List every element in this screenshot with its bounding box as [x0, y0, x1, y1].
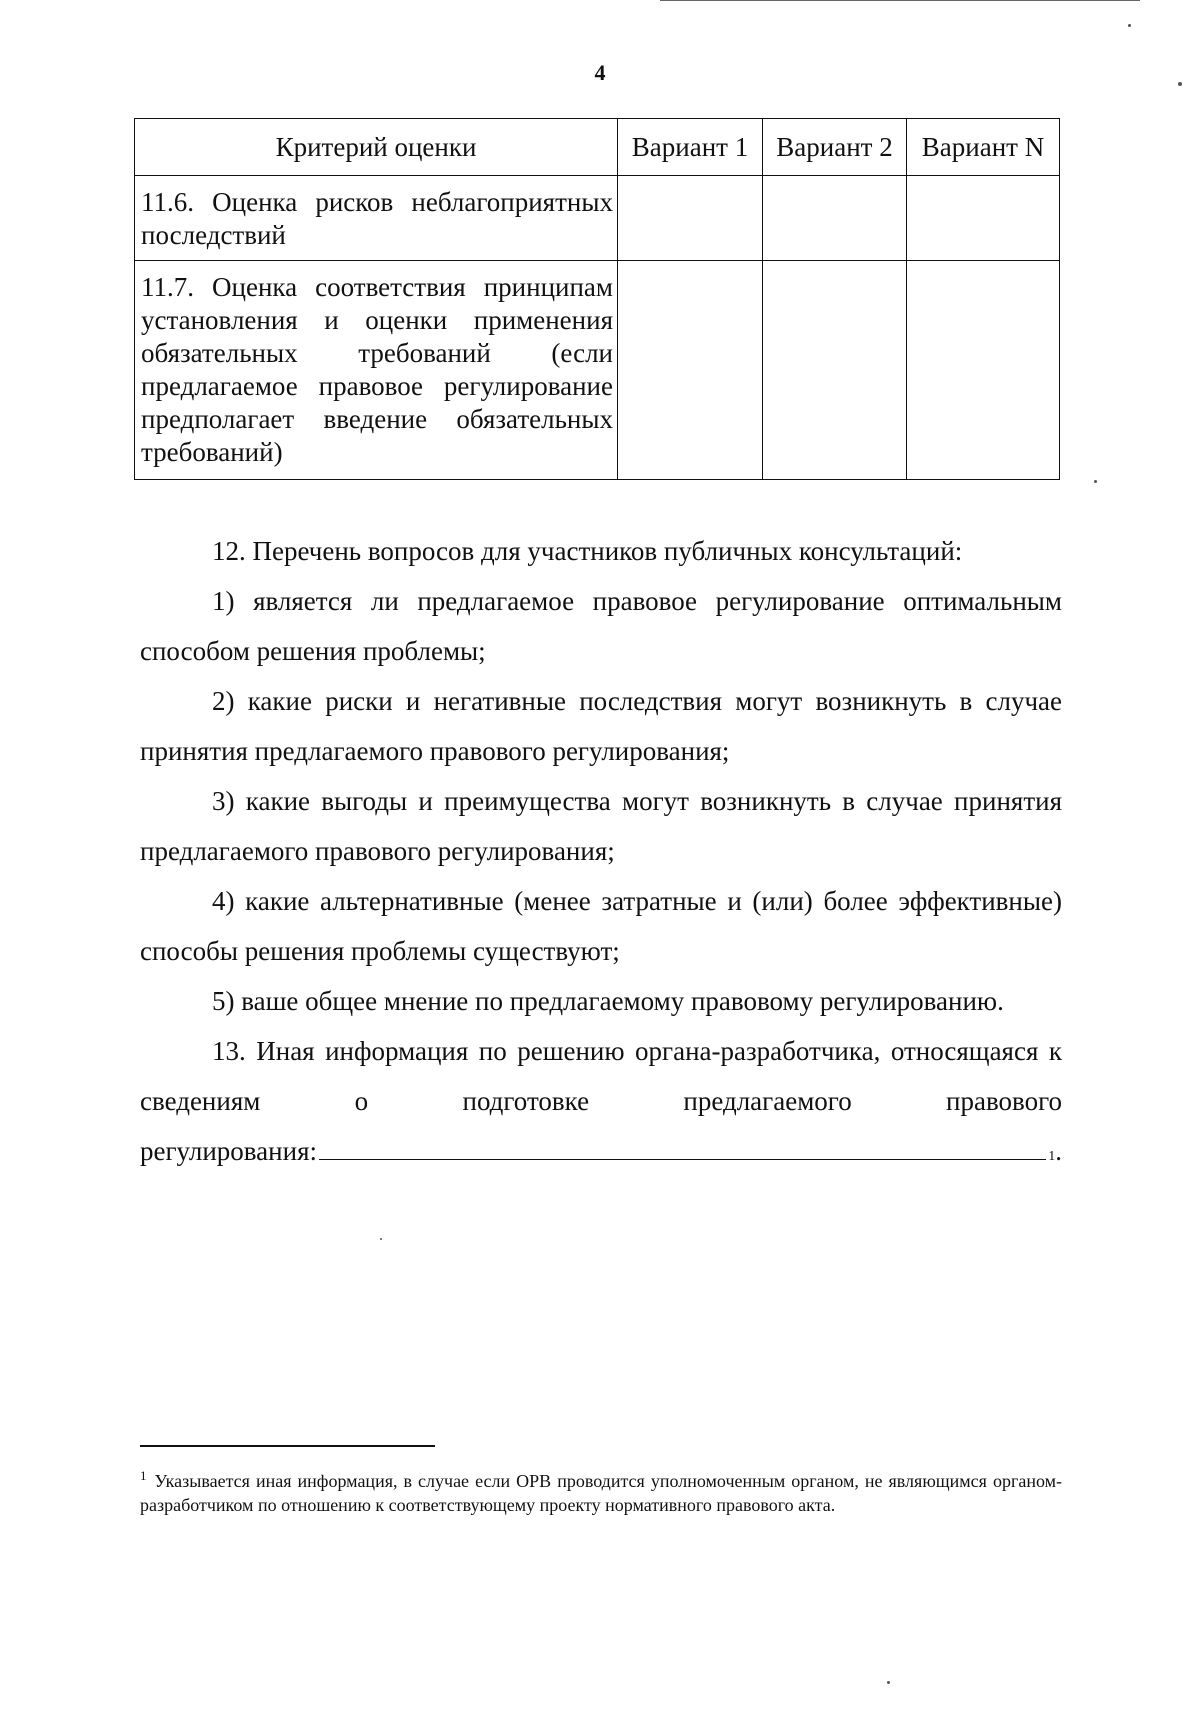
footnote-divider — [140, 1445, 435, 1447]
criteria-table — [134, 118, 1060, 480]
variant-2-cell — [763, 261, 907, 480]
variant-n-cell — [907, 176, 1060, 261]
variant-n-cell — [907, 261, 1060, 480]
body-text — [140, 526, 1062, 1182]
criterion-cell: 11.7. Оценка соответствия принципам установления и оценки применения обязательных требований (если предлагаемое правовое регулирование предполагает введение обязательных требований) — [135, 261, 618, 480]
scan-dot — [380, 1238, 382, 1240]
footnote-text: Указывается иная информация, в случае если ОРВ проводится уполномоченным органом, не являющимся органом-разработчиком по отношению к соответствующему проекту нормативного правового акта. — [140, 1471, 1062, 1515]
question-3: 3) какие выгоды и преимущества могут возникнуть в случае принятия предлагаемого правового регулирования; — [140, 786, 1062, 866]
header-criterion: Критерий оценки — [135, 119, 618, 176]
table-row — [135, 261, 1060, 480]
variant-1-cell — [618, 261, 763, 480]
question-5: 5) ваше общее мнение по предлагаемому правовому регулированию. — [212, 986, 1004, 1016]
table-row — [135, 176, 1060, 261]
header-variant-1: Вариант 1 — [618, 119, 763, 176]
scan-edge-line — [660, 0, 1140, 1]
variant-1-cell — [618, 176, 763, 261]
footnote-mark: 1 — [140, 1468, 147, 1483]
footnote — [140, 1464, 1062, 1517]
page-number: 4 — [594, 60, 606, 85]
question-4: 4) какие альтернативные (менее затратные и (или) более эффективные) способы решения проблемы существуют; — [140, 886, 1062, 966]
header-variant-2: Вариант 2 — [763, 119, 907, 176]
header-variant-n: Вариант N — [907, 119, 1060, 176]
section-13-text: 13. Иная информация по решению органа-разработчика, относящаяся к сведениям о подготовке предлагаемого правового — [140, 1036, 1062, 1116]
blank-fill-line — [319, 1135, 1046, 1160]
table-header-row — [135, 119, 1060, 176]
section-12-heading: 12. Перечень вопросов для участников публичных консультаций: — [212, 536, 963, 566]
scan-dot — [1128, 24, 1131, 27]
footnote-reference: 1 — [1048, 1149, 1056, 1164]
scan-dot — [1178, 82, 1182, 86]
section-13-last-line — [140, 1126, 1062, 1182]
scan-dot — [887, 1681, 890, 1684]
variant-2-cell — [763, 176, 907, 261]
criterion-cell: 11.6. Оценка рисков неблагоприятных последствий — [135, 176, 618, 261]
question-1: 1) является ли предлагаемое правовое регулирование оптимальным способом решения проблемы; — [140, 586, 1062, 666]
question-2: 2) какие риски и негативные последствия могут возникнуть в случае принятия предлагаемого правового регулирования; — [140, 686, 1062, 766]
scan-dot — [1094, 480, 1097, 483]
section-13-period: . — [1055, 1136, 1062, 1166]
section-13-end: регулирования: — [140, 1136, 317, 1166]
